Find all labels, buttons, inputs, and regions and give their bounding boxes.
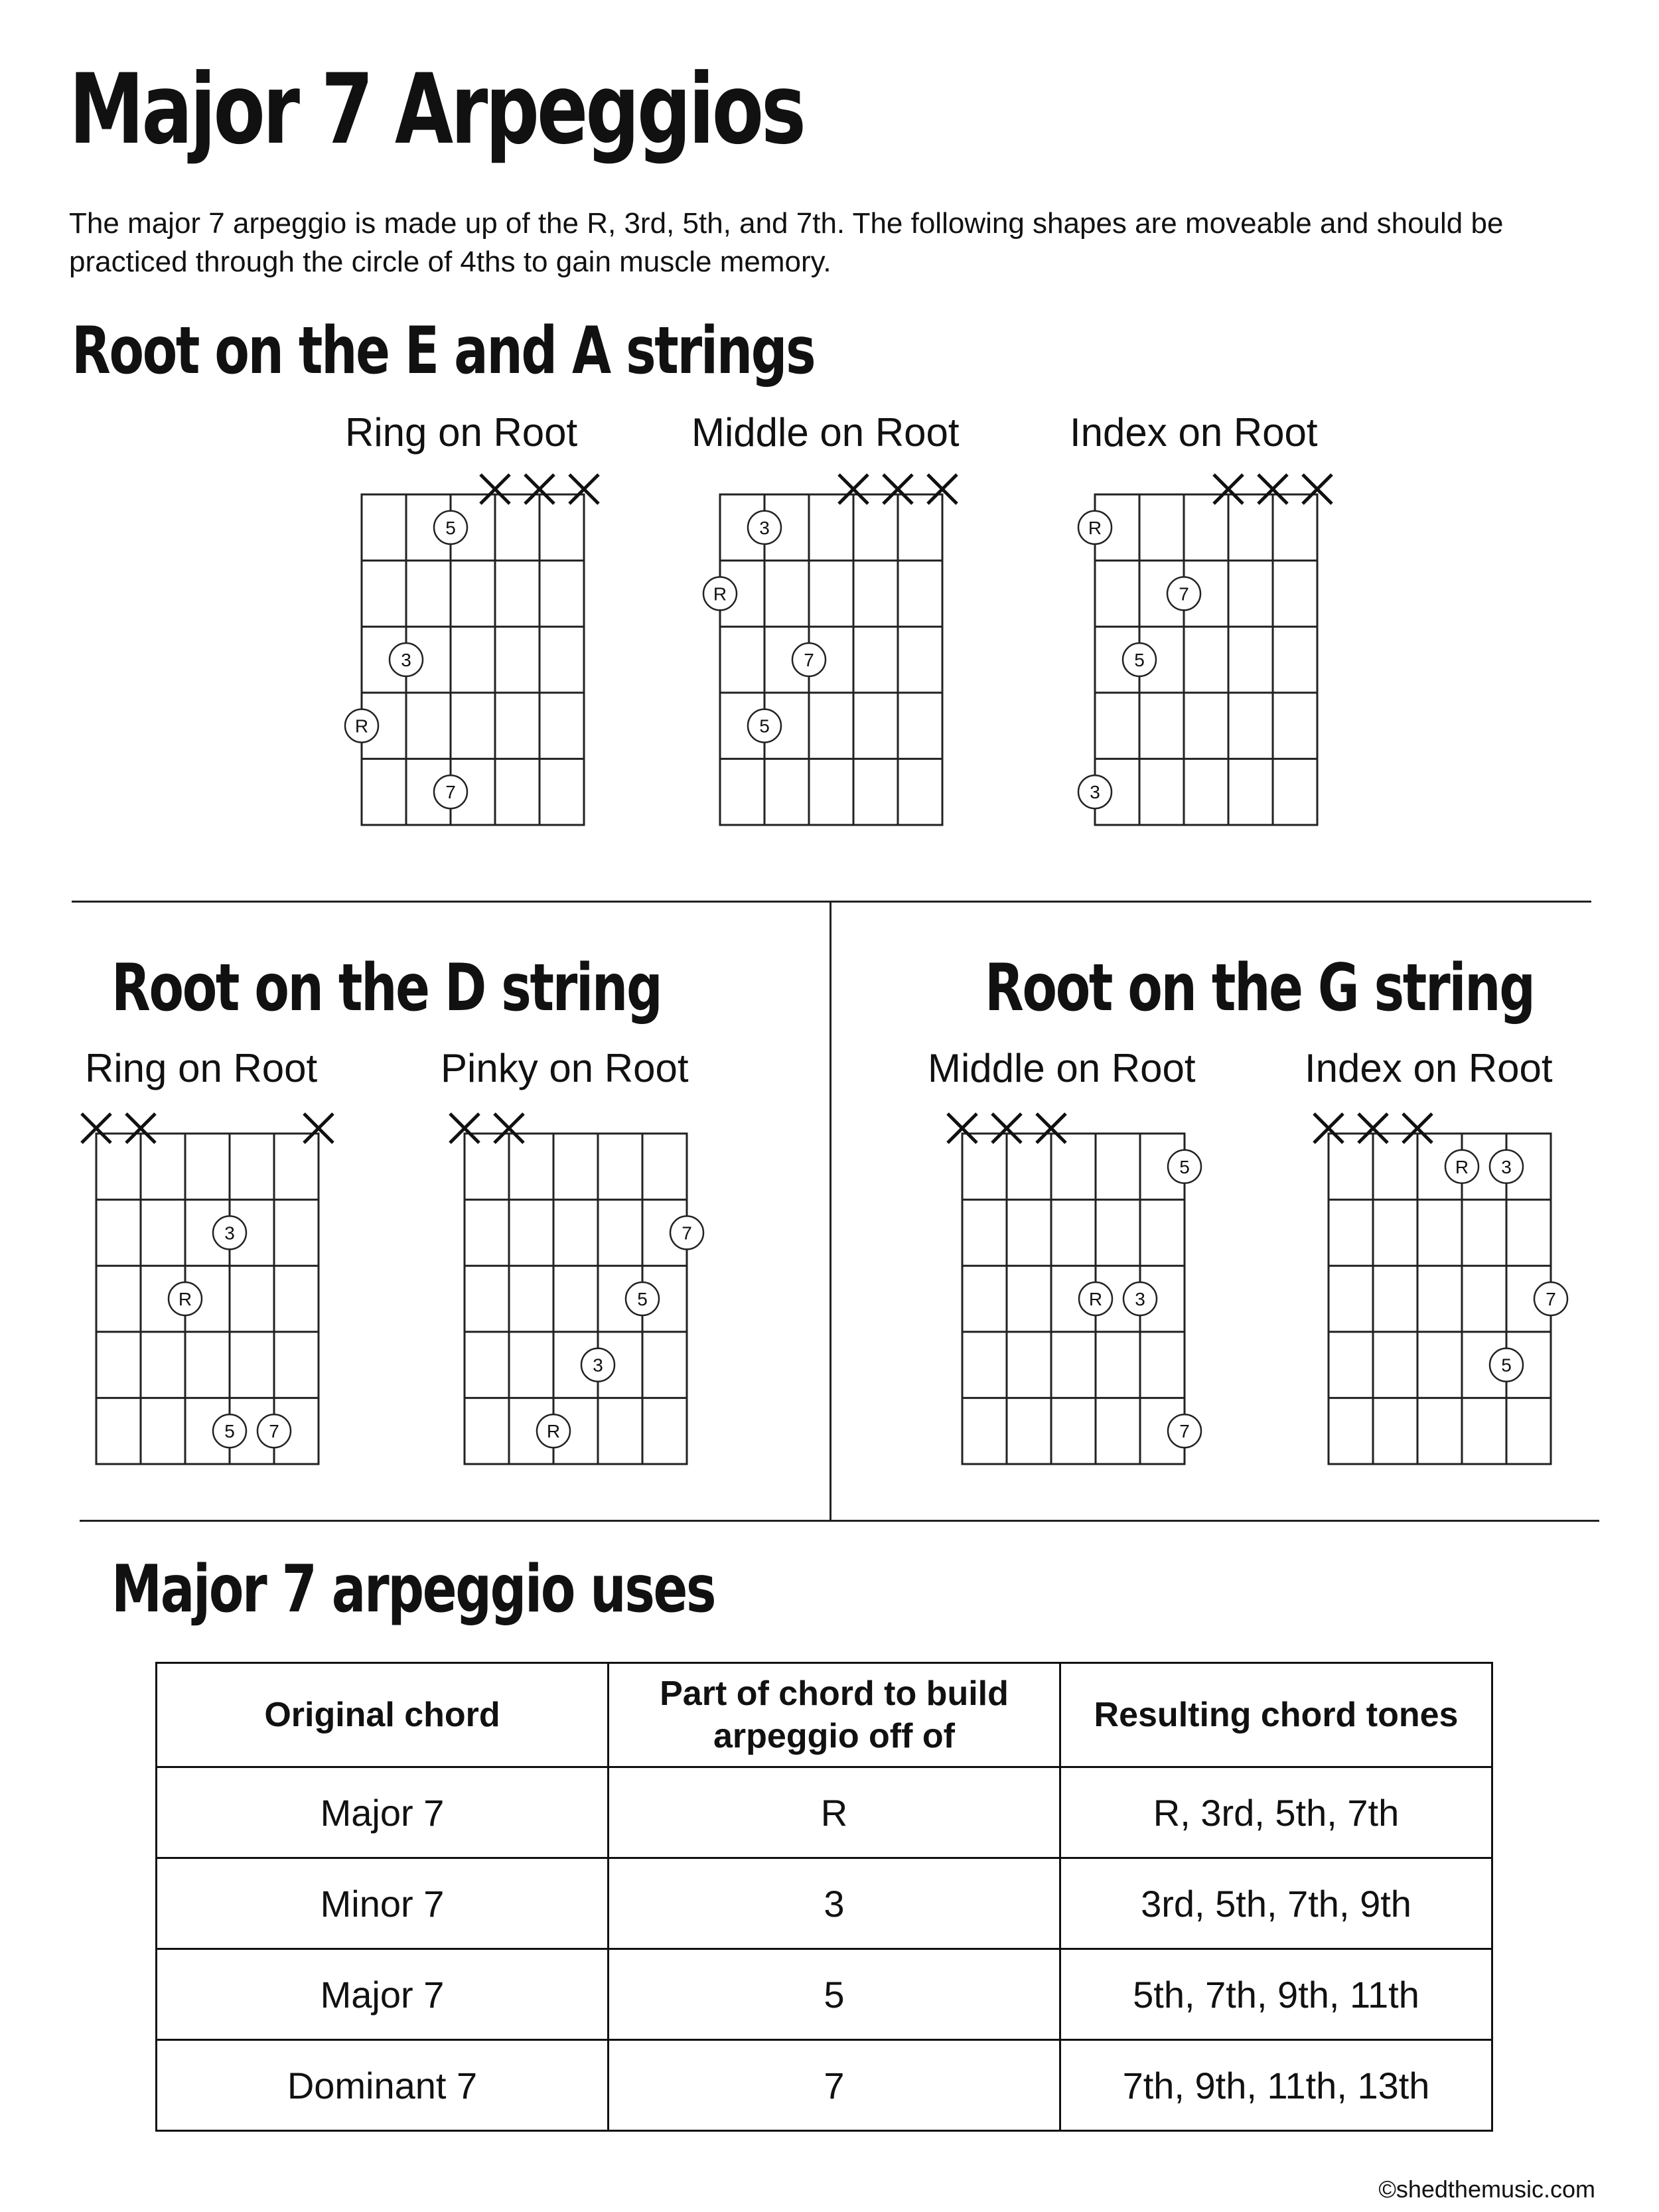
uses-table xyxy=(155,1662,1493,2132)
finger-dot-label: 5 xyxy=(445,517,456,538)
copyright-notice: ©shedthemusic.com xyxy=(1378,2175,1595,2203)
fretboard-grid xyxy=(1329,1134,1551,1464)
diagram-title: Middle on Root xyxy=(928,1046,1196,1090)
table-cell: R xyxy=(609,1767,1060,1858)
table-cell: 3rd, 5th, 7th, 9th xyxy=(1060,1858,1492,1949)
finger-dot-label: 5 xyxy=(1179,1156,1190,1177)
table-cell: Minor 7 xyxy=(157,1858,609,1949)
section-heading-uses: Major 7 arpeggio uses xyxy=(111,1552,715,1627)
finger-dot-label: R xyxy=(1088,1289,1103,1309)
finger-dot-label: 7 xyxy=(1179,583,1189,605)
finger-dot-label: 7 xyxy=(1179,1421,1190,1442)
table-cell: Major 7 xyxy=(157,1949,609,2040)
diagram-title: Index on Root xyxy=(1305,1046,1553,1090)
fretboard-grid xyxy=(96,1134,319,1464)
diagram-title: Ring on Root xyxy=(85,1046,318,1090)
finger-dot-label: 7 xyxy=(682,1222,692,1244)
diagram-title: Index on Root xyxy=(1070,410,1318,455)
diagram-title: Ring on Root xyxy=(345,410,578,455)
section-heading-d-string: Root on the D string xyxy=(111,950,662,1026)
finger-dot-label: 3 xyxy=(593,1355,603,1376)
finger-dot-label: 3 xyxy=(759,517,770,538)
table-cell: R, 3rd, 5th, 7th xyxy=(1060,1767,1492,1858)
column-header-text: Part of chord to build arpeggio off of xyxy=(660,1674,1009,1755)
finger-dot-label: 5 xyxy=(1134,650,1145,670)
finger-dot-label: 3 xyxy=(1090,782,1100,803)
finger-dot-label: R xyxy=(546,1421,561,1442)
finger-dot-label: R xyxy=(354,715,369,737)
table-row xyxy=(157,1949,1492,2040)
finger-dot-label: 7 xyxy=(445,782,456,803)
finger-dot-label: R xyxy=(1088,517,1102,538)
table-row xyxy=(157,2040,1492,2131)
section-heading-g-string: Root on the G string xyxy=(985,950,1534,1026)
finger-dot-label: 5 xyxy=(1501,1355,1512,1376)
finger-dot-label: 3 xyxy=(1135,1289,1145,1309)
table-cell: 5th, 7th, 9th, 11th xyxy=(1060,1949,1492,2040)
column-header: Original chord xyxy=(157,1663,609,1767)
table-row xyxy=(157,1858,1492,1949)
finger-dot-label: 3 xyxy=(401,650,411,670)
table-cell: Major 7 xyxy=(157,1767,609,1858)
intro-text: The major 7 arpeggio is made up of the R, 3rd, 5th, and 7th. The following shapes are moveable and should be practiced through the circle of 4ths to gain muscle memory. xyxy=(69,207,1504,278)
finger-dot-label: 7 xyxy=(269,1421,279,1442)
table-cell: 7 xyxy=(609,2040,1060,2131)
diagram-title: Middle on Root xyxy=(691,410,960,455)
finger-dot-label: 5 xyxy=(637,1289,648,1309)
section-heading-e-and-a: Root on the E and A strings xyxy=(72,313,815,389)
finger-dot-label: 3 xyxy=(224,1222,235,1244)
table-header-row xyxy=(157,1663,1492,1767)
table-cell: 3 xyxy=(609,1858,1060,1949)
column-header: Resulting chord tones xyxy=(1060,1663,1492,1767)
finger-dot-label: R xyxy=(713,583,727,605)
table-cell: Dominant 7 xyxy=(157,2040,609,2131)
table-cell: 7th, 9th, 11th, 13th xyxy=(1060,2040,1492,2131)
table-row xyxy=(157,1767,1492,1858)
finger-dot-label: 5 xyxy=(759,715,770,737)
column-header xyxy=(609,1663,1060,1767)
page-title: Major 7 Arpeggios xyxy=(69,53,804,166)
finger-dot-label: R xyxy=(1455,1156,1469,1177)
finger-dot-label: R xyxy=(178,1289,192,1309)
finger-dot-label: 5 xyxy=(224,1421,235,1442)
fretboard-grid xyxy=(720,494,942,825)
diagram-title: Pinky on Root xyxy=(441,1046,689,1090)
finger-dot-label: 7 xyxy=(804,650,814,670)
table-cell: 5 xyxy=(609,1949,1060,2040)
finger-dot-label: 3 xyxy=(1501,1156,1512,1177)
finger-dot-label: 7 xyxy=(1546,1289,1556,1309)
